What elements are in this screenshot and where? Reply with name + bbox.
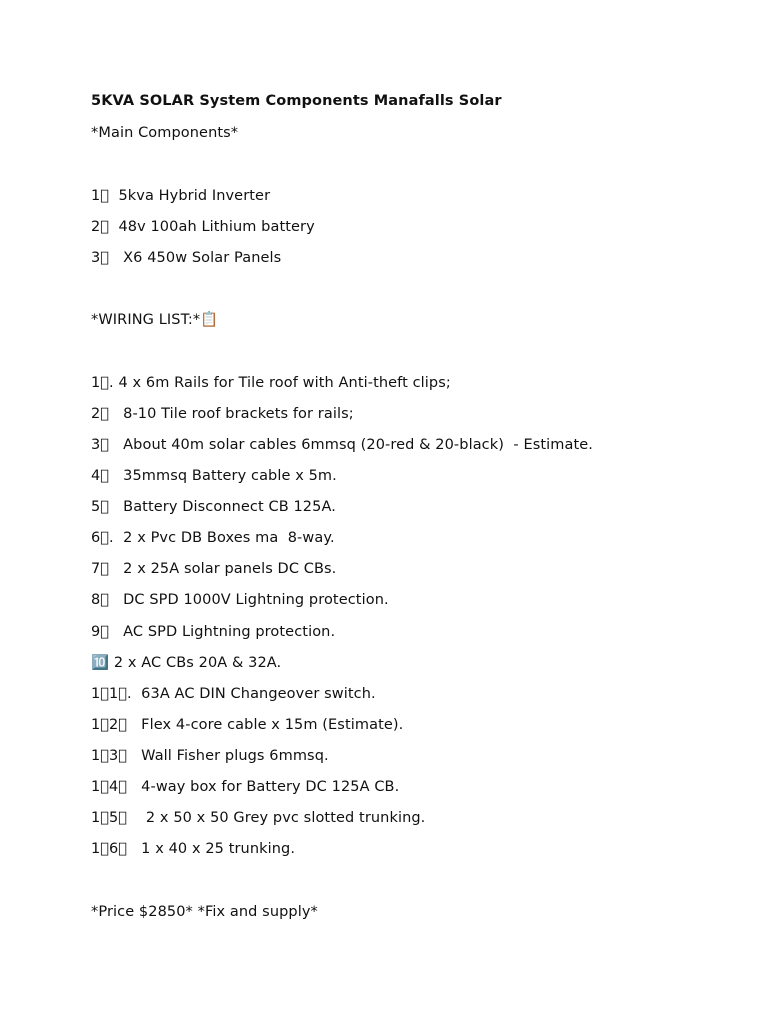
wiring-item: 🔟 2 x AC CBs 20A & 32A. — [91, 655, 282, 671]
wiring-item: 1⃣6⃣ 1 x 40 x 25 trunking. — [91, 841, 296, 857]
wiring-item: 4⃣ 35mmsq Battery cable x 5m. — [91, 468, 337, 484]
document-title: 5KVA SOLAR System Components Manafalls Solar — [91, 93, 502, 109]
main-components-heading: *Main Components* — [91, 125, 239, 141]
wiring-item: 1⃣. 4 x 6m Rails for Tile roof with Anti-theft clips; — [91, 375, 451, 391]
wiring-item: 8⃣ DC SPD 1000V Lightning protection. — [91, 592, 389, 608]
component-item: 3⃣ X6 450w Solar Panels — [91, 250, 282, 266]
wiring-item: 6⃣. 2 x Pvc DB Boxes ma 8-way. — [91, 530, 335, 546]
wiring-item: 5⃣ Battery Disconnect CB 125A. — [91, 499, 336, 515]
component-item: 2⃣ 48v 100ah Lithium battery — [91, 219, 315, 235]
wiring-item: 1⃣3⃣ Wall Fisher plugs 6mmsq. — [91, 748, 329, 764]
wiring-item: 1⃣5⃣ 2 x 50 x 50 Grey pvc slotted trunking. — [91, 810, 426, 826]
wiring-item: 1⃣4⃣ 4-way box for Battery DC 125A CB. — [91, 779, 400, 795]
wiring-item: 1⃣2⃣ Flex 4-core cable x 15m (Estimate). — [91, 717, 404, 733]
component-item: 1⃣ 5kva Hybrid Inverter — [91, 188, 271, 204]
price-line: *Price $2850* *Fix and supply* — [91, 904, 318, 920]
wiring-item: 2⃣ 8-10 Tile roof brackets for rails; — [91, 406, 354, 422]
wiring-item: 7⃣ 2 x 25A solar panels DC CBs. — [91, 561, 337, 577]
wiring-item: 1⃣1⃣. 63A AC DIN Changeover switch. — [91, 686, 376, 702]
wiring-item: 9⃣ AC SPD Lightning protection. — [91, 624, 336, 640]
wiring-list-heading: *WIRING LIST:*📋 — [91, 312, 219, 328]
wiring-item: 3⃣ About 40m solar cables 6mmsq (20-red & 20-black) - Estimate. — [91, 437, 594, 453]
